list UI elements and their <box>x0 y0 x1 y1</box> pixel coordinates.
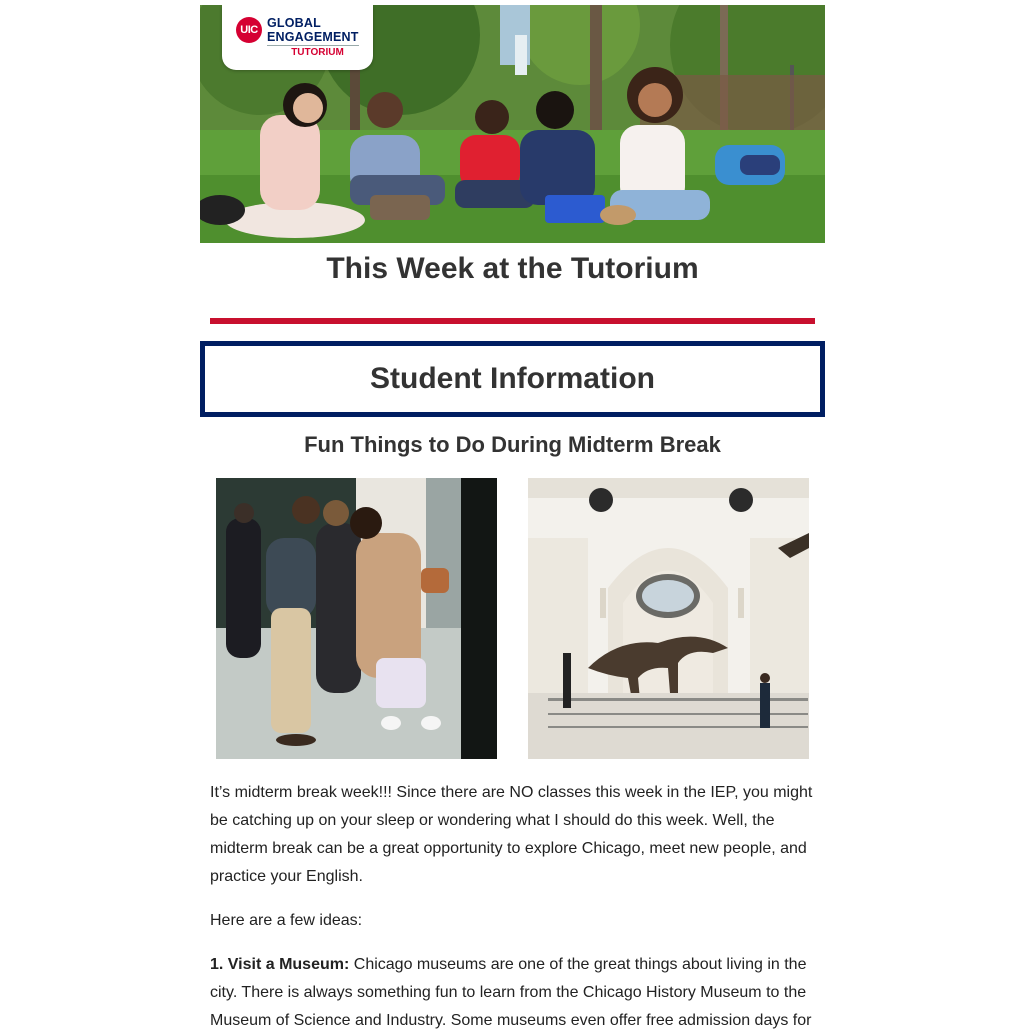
list-item-museum-text: Chicago museums are one of the great things about living in the city. There is always something fun to learn from the Chicago History Museum to the Museum of Science and Industry. Some museums even offer free admission days for <box>210 956 812 1029</box>
uic-global-engagement-logo[interactable] <box>222 5 373 70</box>
logo-line-3: TUTORIUM <box>291 47 344 58</box>
logo-divider <box>267 45 359 46</box>
logo-line-1: GLOBAL <box>267 16 321 30</box>
hero-image <box>200 5 825 243</box>
paragraph-ideas: Here are a few ideas: <box>210 912 363 929</box>
friends-selfie-photo <box>216 478 497 759</box>
list-item-museum <box>210 951 816 1035</box>
section-heading: Student Information <box>370 362 655 395</box>
list-item-museum-label: 1. Visit a Museum: <box>210 956 350 973</box>
title-divider <box>210 318 815 324</box>
museum-dinosaur-hall-photo <box>528 478 809 759</box>
article-subheading: Fun Things to Do During Midterm Break <box>304 432 721 457</box>
logo-line-2: ENGAGEMENT <box>267 30 359 44</box>
page-title: This Week at the Tutorium <box>326 252 699 285</box>
uic-badge-icon: UIC <box>236 17 262 43</box>
paragraph-intro: It’s midterm break week!!! Since there are NO classes this week in the IEP, you might be catching up on your sleep or wondering what I should do this week. Well, the midterm break can be a great opportunity to explore Chicago, meet new people, and practice your English. <box>210 784 813 885</box>
section-header-box <box>200 341 825 417</box>
